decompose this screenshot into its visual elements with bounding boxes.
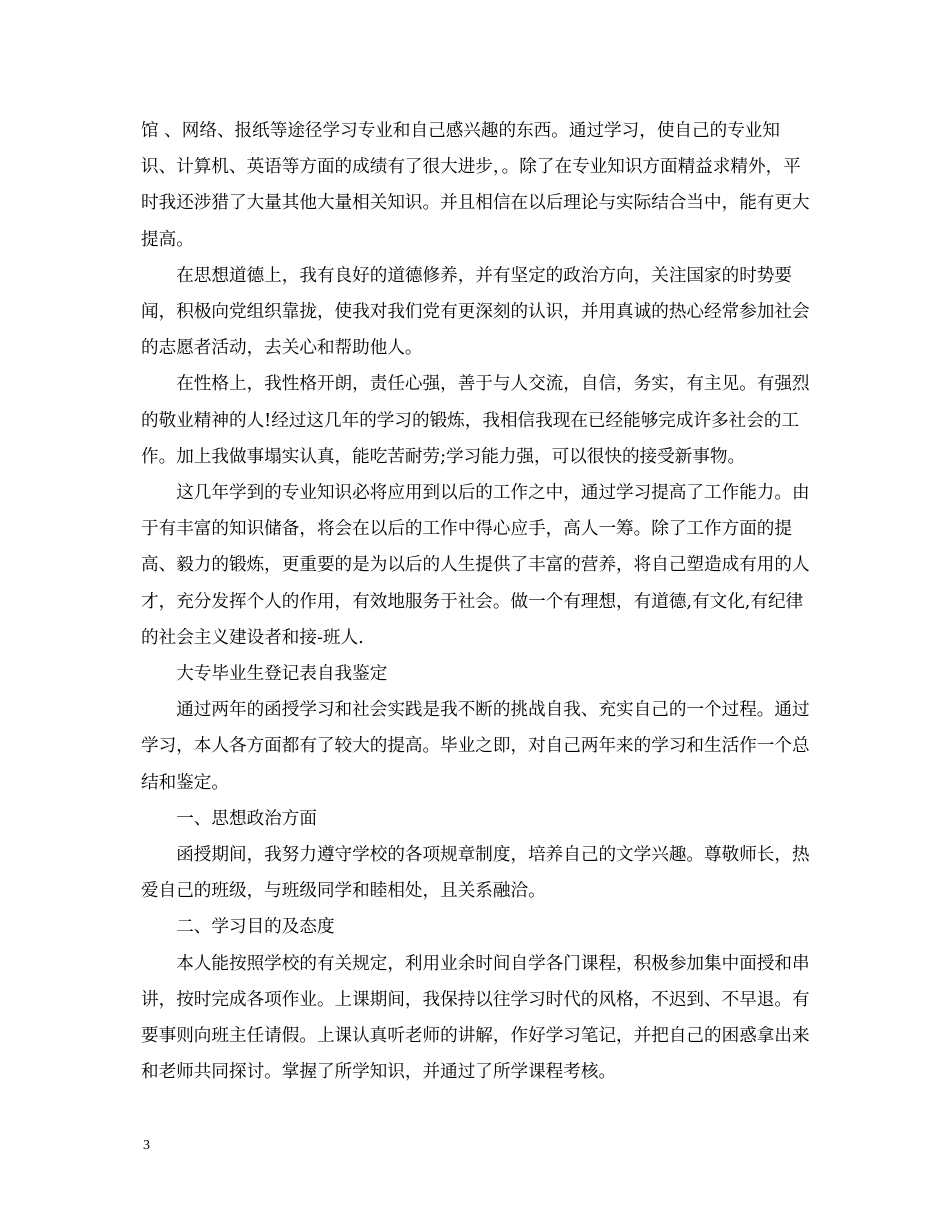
heading-study: 二、学习目的及态度 [176, 917, 335, 938]
paragraph-4: 这几年学到的专业知识必将应用到以后的工作之中，通过学习提高了工作能力。由于有丰富的知识储备，将会在以后的工作中得心应手，高人一筹。除了工作方面的提高、毅力的锻炼，更重要的是为以后的人生提供了丰富的营养，将自己塑造成有用的人才，充分发挥个人的作用，有效地服务于社会。做一个有理想，有道德,有文化,有纪律的社会主义建设者和接-班人. [141, 483, 810, 648]
section-title: 大专毕业生登记表自我鉴定 [176, 664, 388, 685]
paragraph-2: 在思想道德上，我有良好的道德修养，并有坚定的政治方向，关注国家的时势要闻，积极向党组织靠拢，使我对我们党有更深刻的认识，并用真诚的热心经常参加社会的志愿者活动，去关心和帮助他人。 [141, 265, 810, 359]
paragraph-6: 函授期间，我努力遵守学校的各项规章制度，培养自己的文学兴趣。尊敬师长，热爱自己的班级，与班级同学和睦相处，且关系融洽。 [141, 845, 810, 902]
document-body [141, 113, 813, 1090]
heading-politics: 一、思想政治方面 [176, 808, 317, 829]
paragraph-1: 馆 、网络、报纸等途径学习专业和自己感兴趣的东西。通过学习，使自己的专业知识、计算机、英语等方面的成绩有了很大进步，。除了在专业知识方面精益求精外，平时我还涉猎了大量其他大量相关知识。并且相信在以后理论与实际结合当中，能有更大提高。 [141, 121, 810, 250]
paragraph-3: 在性格上，我性格开朗，责任心强，善于与人交流，自信，务实，有主见。有强烈的敬业精神的人!经过这几年的学习的锻炼，我相信我现在已经能够完成许多社会的工作。加上我做事塌实认真，能吃苦耐劳;学习能力强，可以很快的接受新事物。 [141, 374, 810, 467]
paragraph-5: 通过两年的函授学习和社会实践是我不断的挑战自我、充实自己的一个过程。通过学习，本人各方面都有了较大的提高。毕业之即，对自己两年来的学习和生活作一个总结和鉴定。 [141, 700, 810, 793]
paragraph-7: 本人能按照学校的有关规定，利用业余时间自学各门课程，积极参加集中面授和串讲，按时完成各项作业。上课期间，我保持以往学习时代的风格，不迟到、不早退。有要事则向班主任请假。上课认真听老师的讲解，作好学习笔记，并把自己的困惑拿出来和老师共同探讨。掌握了所学知识，并通过了所学课程考核。 [141, 953, 810, 1083]
page-number: 3 [143, 1138, 150, 1153]
